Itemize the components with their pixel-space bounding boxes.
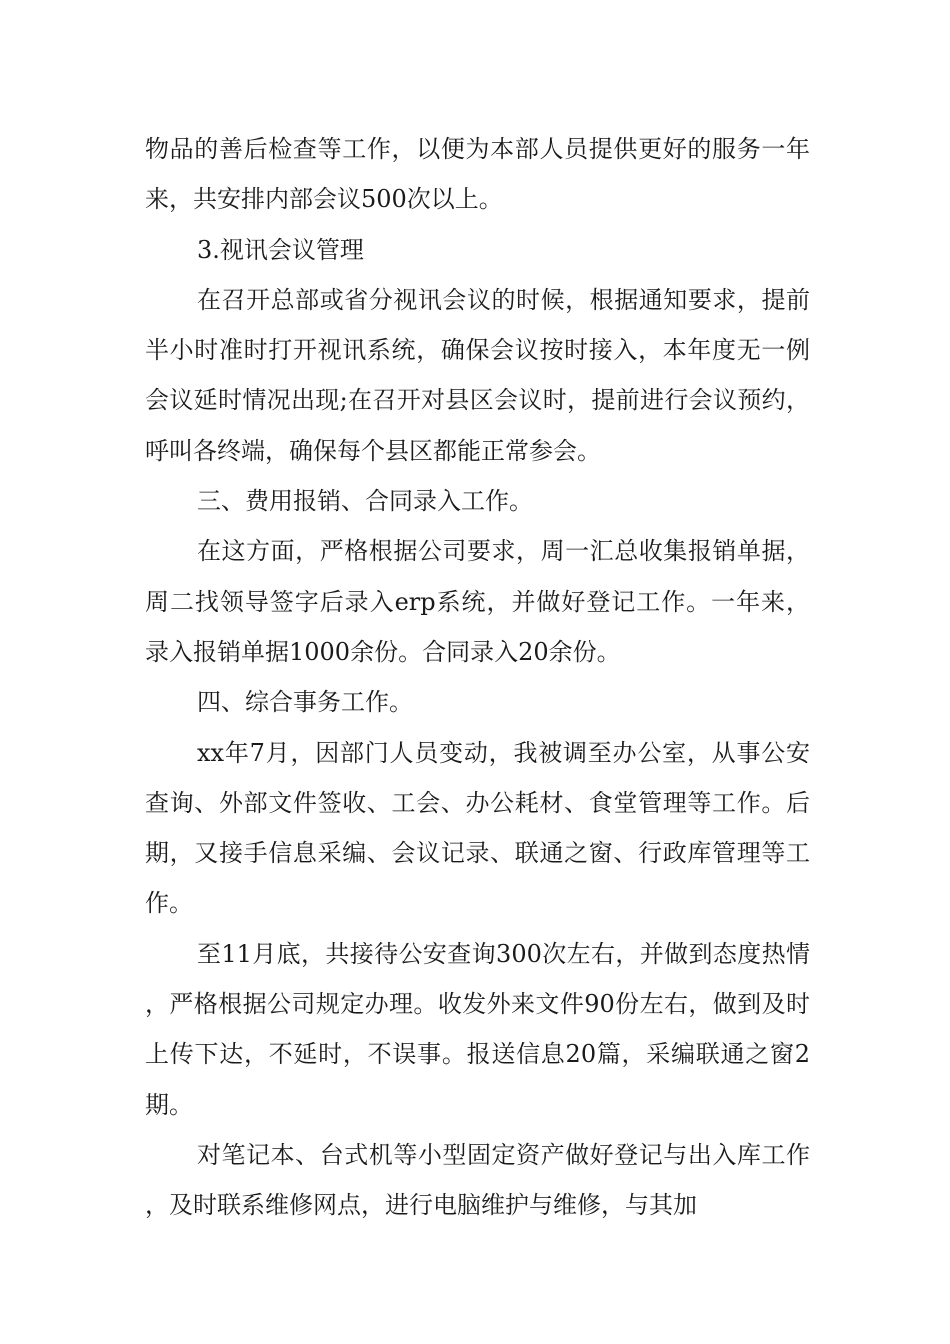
paragraph-5: 在这方面，严格根据公司要求，周一汇总收集报销单据，周二找领导签字后录入erp系统，并做好登记工作。一年来，录入报销单据1000余份。合同录入20余份。 — [145, 537, 810, 666]
paragraph-9: 对笔记本、台式机等小型固定资产做好登记与出入库工作，及时联系维修网点，进行电脑维护与维修，与其加 — [145, 1140, 810, 1220]
paragraph-7: xx年7月，因部门人员变动，我被调至办公室，从事公安查询、外部文件签收、工会、办公耗材、食堂管理等工作。后期，又接手信息采编、会议记录、联通之窗、行政库管理等工作。 — [145, 738, 810, 918]
section-heading-video-conference: 3.视讯会议管理 — [197, 235, 364, 264]
paragraph-1: 物品的善后检查等工作，以便为本部人员提供更好的服务一年来，共安排内部会议500次以上。 — [145, 135, 810, 214]
section-heading-expenses-contracts: 三、费用报销、合同录入工作。 — [197, 487, 533, 516]
section-heading-general-affairs: 四、综合事务工作。 — [197, 688, 413, 717]
paragraph-3: 在召开总部或省分视讯会议的时候，根据通知要求，提前半小时准时打开视讯系统，确保会议按时接入，本年度无一例会议延时情况出现;在召开对县区会议时，提前进行会议预约，呼叫各终端，确保每个县区都能正常参会。 — [145, 285, 810, 465]
paragraph-8: 至11月底，共接待公安查询300次左右，并做到态度热情，严格根据公司规定办理。收发外来文件90份左右，做到及时上传下达，不延时，不误事。报送信息20篇，采编联通之窗2期。 — [145, 939, 810, 1119]
document-page — [145, 124, 810, 1231]
